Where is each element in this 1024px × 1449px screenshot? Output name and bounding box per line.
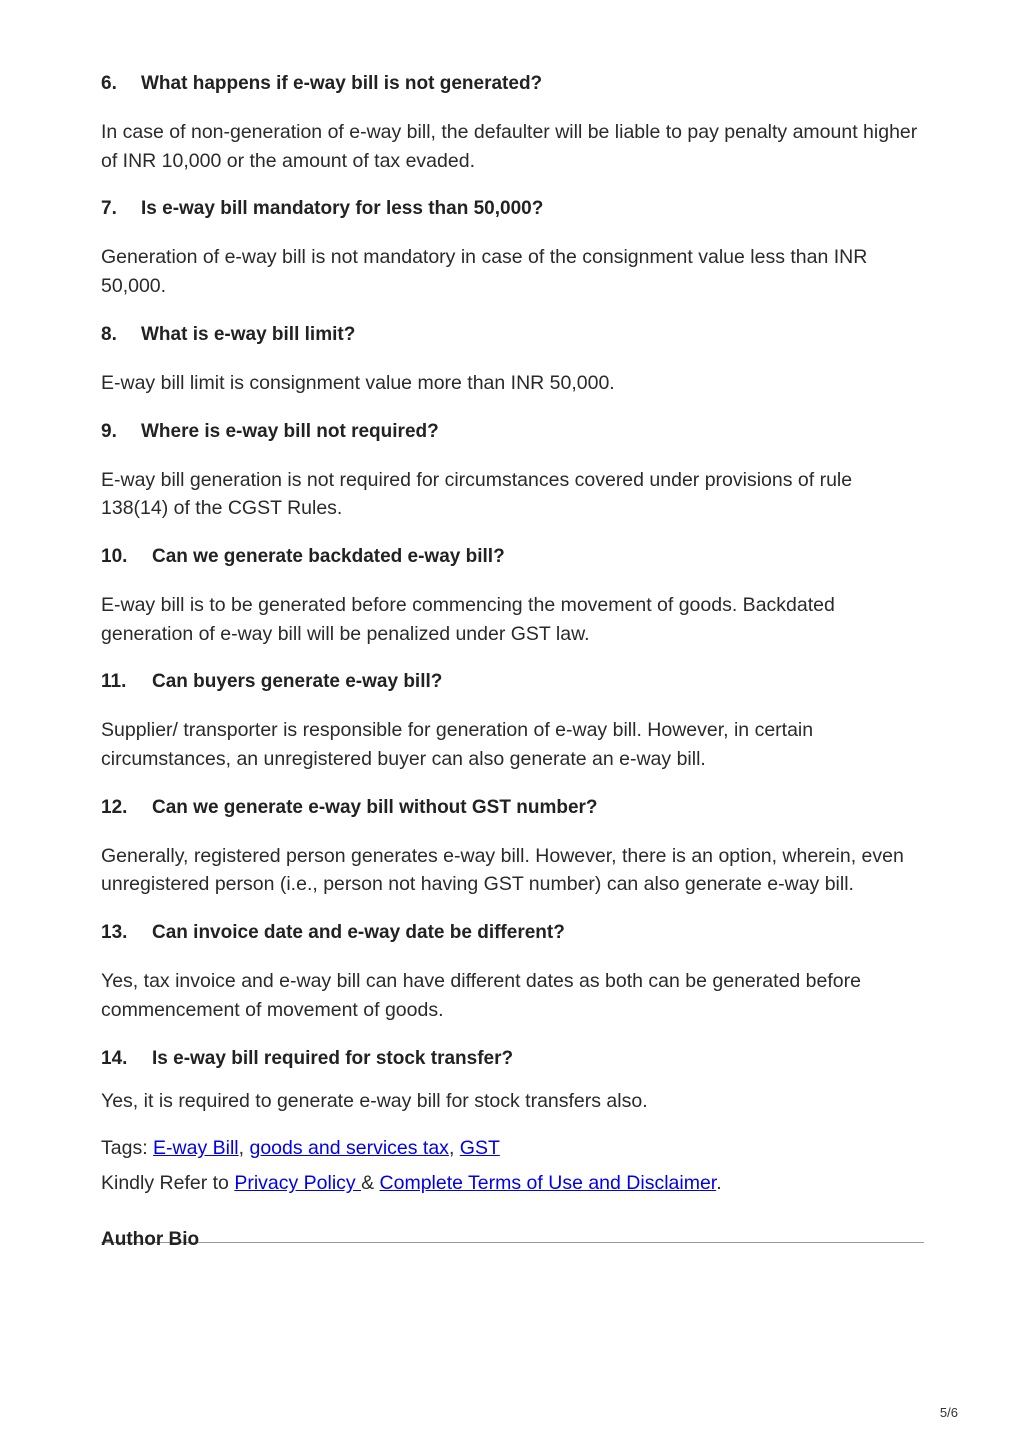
faq-number: 6.: [101, 73, 117, 94]
document-body: [101, 70, 923, 1255]
faq-question-text: Can buyers generate e-way bill?: [152, 671, 443, 693]
faq-question-text: Is e-way bill mandatory for less than 50,000?: [141, 198, 544, 220]
faq-answer: Supplier/ transporter is responsible for generation of e-way bill. However, in certain circumstances, an unregistered buyer can also generate an e-way bill.: [101, 719, 814, 771]
tag-link-gst[interactable]: GST: [459, 1137, 500, 1160]
faq-question: [101, 1045, 923, 1073]
tags-label: Tags:: [101, 1137, 154, 1160]
faq-question: [101, 321, 923, 349]
tags-line: [101, 1134, 923, 1162]
faq-question-text: What happens if e-way bill is not generated?: [141, 73, 543, 94]
faq-question: [101, 668, 923, 696]
faq-question: [101, 418, 923, 446]
refer-ampersand: &: [361, 1172, 380, 1195]
faq-number: 8.: [101, 323, 117, 345]
faq-question: [101, 195, 923, 223]
author-bio-header: [101, 1225, 923, 1255]
faq-number: 11.: [101, 671, 127, 693]
faq-question-text: Is e-way bill required for stock transfer?: [152, 1047, 514, 1069]
faq-number: 14.: [101, 1047, 128, 1069]
faq-answer: Generation of e-way bill is not mandatory in case of the consignment value less than INR 50,000.: [101, 246, 868, 298]
faq-answer: In case of non-generation of e-way bill, the defaulter will be liable to pay penalty amount higher of INR 10,000 or the amount of tax evaded.: [101, 121, 918, 172]
privacy-policy-link[interactable]: Privacy Policy: [234, 1172, 362, 1195]
faq-question: [101, 794, 923, 822]
faq-number: 13.: [101, 922, 128, 944]
tag-separator: ,: [238, 1137, 250, 1160]
faq-answer: Generally, registered person generates e-way bill. However, there is an option, wherein, even unregistered person (i.e., person not having GST number) can also generate e-way bill.: [101, 844, 904, 896]
refer-suffix: .: [716, 1172, 722, 1195]
faq-question-text: Can we generate e-way bill without GST number?: [152, 796, 598, 818]
faq-number: 12.: [101, 796, 128, 818]
faq-answer: E-way bill is to be generated before commencing the movement of goods. Backdated generation of e-way bill will be penalized under GST law.: [101, 593, 835, 645]
author-bio-divider: [101, 1242, 924, 1243]
faq-number: 9.: [101, 420, 117, 442]
tag-link-eway-bill[interactable]: E-way Bill: [153, 1137, 239, 1160]
faq-question-text: Where is e-way bill not required?: [141, 420, 439, 442]
faq-answer: Yes, tax invoice and e-way bill can have different dates as both can be generated before commencement of movement of goods.: [101, 970, 861, 1021]
faq-question-text: Can we generate backdated e-way bill?: [152, 545, 505, 567]
refer-line: [101, 1169, 923, 1197]
refer-prefix: Kindly Refer to: [101, 1172, 235, 1195]
faq-answer: Yes, it is required to generate e-way bill for stock transfers also.: [101, 1089, 648, 1112]
faq-answer: E-way bill limit is consignment value more than INR 50,000.: [101, 371, 615, 394]
terms-disclaimer-link[interactable]: Complete Terms of Use and Disclaimer: [379, 1172, 717, 1195]
faq-question-text: Can invoice date and e-way date be different?: [152, 922, 565, 944]
faq-question: [101, 919, 923, 947]
tag-link-goods-and-services-tax[interactable]: goods and services tax: [249, 1137, 449, 1160]
faq-question: [101, 70, 923, 98]
faq-question-text: What is e-way bill limit?: [141, 323, 356, 345]
faq-answer: E-way bill generation is not required for circumstances covered under provisions of rule 138(14) of the CGST Rules.: [101, 468, 853, 520]
tag-separator: ,: [448, 1137, 460, 1160]
page-number: 5/6: [939, 1405, 958, 1420]
author-bio-title: Author Bio: [101, 1229, 200, 1251]
faq-number: 7.: [101, 198, 117, 220]
faq-number: 10.: [101, 545, 128, 567]
faq-question: [101, 543, 923, 571]
